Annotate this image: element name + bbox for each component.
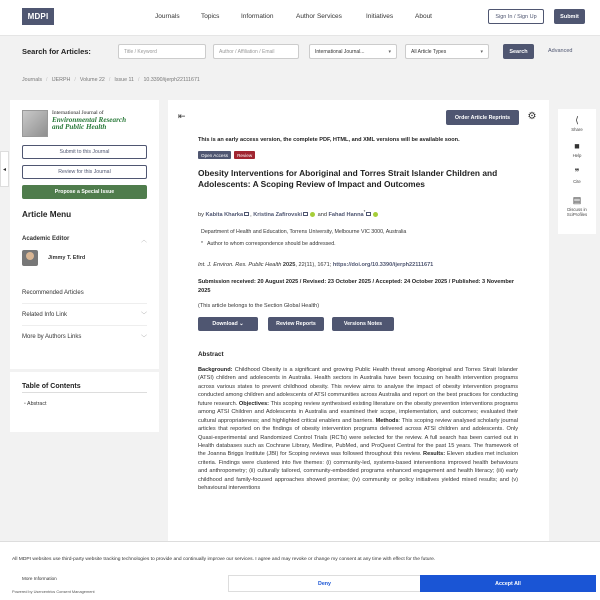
abstract-objectives-label: Objectives: (238, 400, 270, 407)
breadcrumb-separator: / (138, 77, 140, 83)
and-text: and (317, 211, 327, 218)
cookie-text: All MDPI websites use third-party website tracking technologies to provide and continually improve our services. I agree and may revoke or change my consent at any time with effect for the future. (12, 557, 436, 562)
breadcrumb-issue[interactable]: Issue 11 (114, 77, 134, 83)
journal-name-line2: Environmental Research (52, 115, 127, 124)
order-reprints-button[interactable]: Order Article Reprints (446, 110, 519, 125)
nav-topics[interactable]: Topics (201, 13, 220, 20)
author-input[interactable]: Author / Affiliation / Email (213, 44, 299, 59)
citation-year: 2025 (282, 262, 296, 268)
article-types-select[interactable] (405, 44, 489, 59)
sign-in-button[interactable]: Sign In / Sign Up (488, 9, 544, 24)
author-list: by Kabita Kharka , Kristina Zafirovski and Fahad Hanna* (198, 209, 518, 218)
accept-all-button[interactable]: Accept All (420, 575, 596, 592)
orcid-icon[interactable] (373, 212, 378, 217)
abstract-results: Eleven studies met inclusion criteria. Findings were clustered into five themes: (i) community-led, systems-based interventions improved health behaviours and anthropometry; (ii) culturally tailored, community-embedded programs enhanced engagement and health literacy; (iii) early childhood and family-focused approaches showed promise; (iv) community or policy initiatives yielded mixed results; and (v) behavioural interventions (198, 451, 519, 492)
nav-about[interactable]: About (415, 13, 432, 20)
powered-by[interactable]: Powered by Usercentrics Consent Management (12, 589, 95, 594)
chevron-up-icon: ︿ (140, 237, 147, 244)
discuss-label-1: Discuss in (567, 207, 587, 212)
journal-name-line3: and Public Health (52, 123, 107, 132)
cite-label: Cite (573, 179, 581, 184)
chevron-down-icon: ⌄ (239, 321, 244, 327)
journal-cover-image[interactable] (22, 110, 48, 137)
more-by-authors-label: More by Authors Links (22, 334, 82, 340)
chevron-down-icon: ﹀ (140, 335, 147, 342)
avatar (22, 250, 38, 266)
breadcrumb-doi: 10.3390/ijerph22111671 (143, 77, 200, 83)
title-keyword-input[interactable]: Title / Keyword (118, 44, 206, 59)
corresponding-text: Author to whom correspondence should be addressed. (206, 241, 336, 247)
more-by-authors-toggle[interactable] (22, 326, 147, 348)
journal-select[interactable] (309, 44, 397, 59)
email-icon[interactable] (303, 212, 308, 216)
mdpi-logo[interactable] (22, 8, 54, 25)
breadcrumb-separator: / (108, 77, 111, 83)
article-badges (198, 151, 255, 159)
academic-editor[interactable] (22, 250, 85, 266)
nav-information[interactable]: Information (241, 13, 274, 20)
journal-name-line1: International Journal of (52, 110, 104, 116)
doi-link[interactable]: https://doi.org/10.3390/ijerph22111671 (332, 262, 434, 268)
chevron-left-icon: ◂ (2, 166, 6, 173)
citation (198, 262, 433, 268)
help-label: Help (572, 153, 582, 158)
orcid-icon[interactable] (310, 212, 315, 217)
collapse-sidebar-tab[interactable] (0, 151, 9, 187)
table-of-contents (10, 372, 159, 432)
corresponding-note (201, 241, 336, 247)
share-icon: ⟨ (575, 115, 579, 125)
email-icon[interactable] (244, 212, 249, 216)
article-main (168, 100, 549, 600)
chevron-down-icon: ▾ (480, 48, 483, 55)
breadcrumb-separator: / (46, 77, 48, 83)
help-tool[interactable] (558, 141, 596, 158)
breadcrumb-journals[interactable]: Journals (22, 77, 43, 83)
quote-icon: ❞ (574, 167, 580, 177)
help-icon: ■ (574, 141, 580, 151)
advanced-search-link[interactable]: Advanced (548, 48, 573, 54)
toc-divider (22, 392, 147, 393)
share-tool[interactable] (558, 115, 596, 132)
cite-tool[interactable] (558, 167, 596, 184)
submit-button[interactable]: Submit (554, 9, 585, 24)
chevron-down-icon: ▾ (388, 48, 391, 55)
article-dates: Submission received: 20 August 2025 / Revised: 23 October 2025 / Accepted: 24 October 2025 / Published: 3 November 2025 (198, 279, 515, 294)
journal-select-value: International Journal... (315, 48, 365, 55)
search-bar (0, 36, 600, 67)
abstract-text (198, 366, 518, 493)
right-toolbar (558, 109, 596, 234)
share-label: Share (571, 127, 583, 132)
download-button[interactable] (198, 317, 258, 331)
related-info-label: Related Info Link (22, 311, 68, 318)
nav-journals[interactable]: Journals (155, 13, 180, 20)
email-icon[interactable] (366, 212, 371, 216)
breadcrumb-separator: / (74, 77, 76, 83)
deny-button[interactable]: Deny (228, 575, 421, 592)
article-types-value: All Article Types (411, 48, 447, 55)
article-menu-title: Article Menu (22, 210, 72, 219)
discuss-tool[interactable] (558, 195, 596, 217)
related-info-toggle[interactable] (22, 304, 147, 326)
affiliation: Department of Health and Education, Torrens University, Melbourne VIC 3000, Australia (201, 229, 407, 235)
abstract-background-label: Background: (198, 367, 233, 373)
propose-special-issue-button[interactable]: Propose a Special Issue (22, 185, 147, 199)
submit-to-journal-button[interactable]: Submit to this Journal (22, 145, 147, 159)
search-button[interactable]: Search (503, 44, 534, 59)
logo-text: MDPI (27, 12, 49, 21)
recommended-articles-toggle[interactable] (22, 282, 147, 304)
editor-name: Jimmy T. Efird (48, 255, 86, 261)
abstract-methods-label: Methods (375, 417, 399, 424)
review-badge: Review (234, 151, 255, 159)
chevron-down-icon: ﹀ (140, 313, 147, 319)
section-note: (This article belongs to the Section Global Health) (198, 303, 320, 309)
early-access-notice: This is an early access version, the complete PDF, HTML, and XML versions will be available soon. (198, 137, 460, 143)
review-for-journal-button[interactable]: Review for this Journal (22, 165, 147, 179)
abstract-background: Childhood Obesity is a significant and growing Public Health threat among Aboriginal and Torres Strait Islander (ATSI) children and adolescents in Australia. Health sectors in Australia have been focusing on health intervention programs across various states to prevent childhood obesity. This review aims to analyse the impact of obesity intervention programs conducted among children and adolescents of ATSI communities across Australia and report on the best practices for conducting future research. (198, 367, 518, 407)
article-title: Obesity Interventions for Aboriginal and Torres Strait Islander Children and Adolescents: A Scoping Review of Impact and Outcomes (198, 168, 498, 189)
author-link[interactable]: Fahad Hanna (328, 211, 364, 218)
abstract-results-label: Results: (423, 451, 446, 458)
toc-item-abstract[interactable]: • Abstract (24, 401, 46, 407)
review-reports-button[interactable]: Review Reports (268, 317, 324, 331)
versions-notes-button[interactable]: Versions Notes (332, 317, 394, 331)
breadcrumb-journal[interactable]: IJERPH (51, 77, 71, 83)
previous-article-icon[interactable]: ⇤ (178, 111, 186, 121)
abstract-heading: Abstract (198, 351, 224, 358)
corresponding-mark: * (363, 209, 366, 214)
by-text: by (198, 211, 204, 218)
citation-volume: , 22(11), 1671; (295, 262, 332, 268)
nav-initiatives[interactable]: Initiatives (366, 13, 394, 20)
corresponding-star: * (201, 241, 203, 247)
journal-name[interactable] (52, 111, 148, 132)
discuss-label-2: SciProfiles (566, 212, 588, 218)
download-label: Download (212, 321, 238, 327)
author-link[interactable]: Kabita Kharka (205, 211, 244, 218)
toc-title: Table of Contents (22, 383, 81, 390)
nav-author-services[interactable]: Author Services (296, 13, 342, 20)
site-header (0, 0, 600, 36)
open-access-badge: Open Access (198, 151, 231, 159)
breadcrumb (22, 77, 200, 83)
breadcrumb-volume[interactable]: Volume 22 (79, 77, 105, 83)
left-sidebar (10, 100, 159, 369)
academic-editor-toggle[interactable] (22, 228, 147, 250)
academic-editor-label: Academic Editor (22, 236, 70, 242)
search-label: Search for Articles: (22, 47, 91, 56)
recommended-articles-label: Recommended Articles (22, 289, 84, 296)
citation-journal: Int. J. Environ. Res. Public Health (198, 262, 282, 268)
gear-icon[interactable]: ⚙ (527, 111, 537, 122)
abstract-methods: : This scoping review analysed scholarly journal articles that reported on the findings of obesity intervention programs delivered across ATSI children and adolescents. Only Quasi-experimental and Randomized Control Trials (RCTs) were selected for the review. A full search has been carried out in Health databases such as Cochrane Library, Medline, PubMed, and ProQuest Central for the past 15 years. The framework of the Joanna Briggs Institute (JBI) for Scoping reviews was followed throughout this review. (198, 417, 519, 458)
more-information-link[interactable]: More Information (22, 576, 57, 581)
author-link[interactable]: Kristina Zafirovski (253, 211, 303, 218)
discuss-icon: ▤ (572, 195, 582, 205)
abstract-objectives: This scoping review synthesised existing literature on the obesity prevention interventions programs among ATSI Children and Adolescents in Australia and examined their scope, implementation, and outcomes; evaluated their cultural appropriateness; and highlighted critical enablers and barriers. (198, 400, 519, 424)
